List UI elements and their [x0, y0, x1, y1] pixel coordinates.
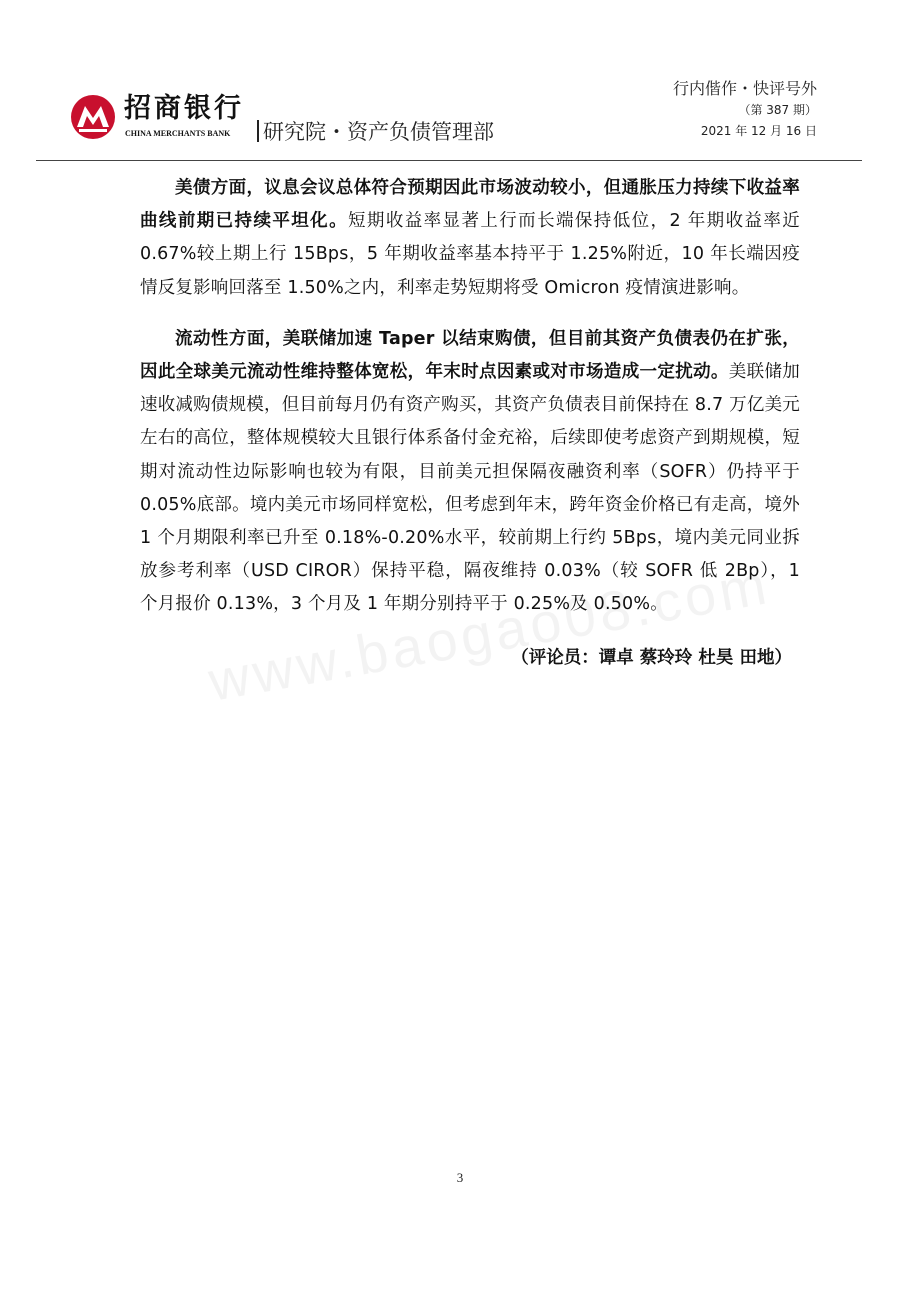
paragraph-text: 美联储加速收减购债规模，但目前每月仍有资产购买，其资产负债表目前保持在 8.7 万亿美元左右的高位，整体规模较大且银行体系备付金充裕，后续即使考虑资产到期规模，短期对流动性边际影响也较为有限，目前美元担保隔夜融资利率（SOFR）仍持平于 0.05%底部。境内美元市场同样宽松，但考虑到年末，跨年资金价格已有走高，境外 1 个月期限利率已升至 0.18%-0.20%水平，较前期上行约 5Bps，境内美元同业拆放参考利率（USD CIROR）保持平稳，隔夜维持 0.03%（较 SOFR 低 2Bp），1 个月报价 0.13%，3 个月及 1 年期分别持平于 0.25%及 0.50%。	[140, 362, 800, 615]
report-body	[140, 172, 800, 675]
commentator-signature: （评论员：谭卓 蔡玲玲 杜昊 田地）	[511, 647, 792, 668]
paragraph-lead: 流动性方面，美联储加速 Taper 以结束购债，但目前其资产负债表仍在扩张，因此全球美元流动性维持整体宽松，年末时点因素或对市场造成一定扰动。	[140, 328, 800, 383]
divider-bar	[257, 120, 259, 142]
page-number: 3	[456, 1170, 464, 1185]
department-label	[257, 116, 494, 146]
paragraph-text: 短期收益率显著上行而长端保持低位，2 年期收益率近 0.67%较上期上行 15Bps，5 年期收益率基本持平于 1.25%附近，10 年长端因疫情反复影响回落至 1.50%之内，利率走势短期将受 Omicron 疫情演进影响。	[140, 211, 800, 298]
report-date: 2021 年 12 月 16 日	[700, 124, 817, 138]
page-header	[0, 0, 920, 162]
logo-chinese-name: 招商银行	[124, 93, 244, 124]
paragraph-liquidity	[140, 323, 800, 622]
report-meta	[673, 78, 817, 142]
logo-english-name: CHINA MERCHANTS BANK	[125, 129, 231, 138]
paragraph-treasuries	[140, 172, 800, 305]
paragraph-lead: 美债方面，议息会议总体符合预期因此市场波动较小，但通胀压力持续下收益率曲线前期已持续平坦化。	[140, 178, 800, 232]
cmb-logo-icon	[70, 94, 116, 140]
issue-number: （第 387 期）	[738, 103, 817, 117]
report-title: 行内偕作・快评号外	[672, 79, 817, 98]
header-rule	[36, 160, 862, 161]
department-text: 研究院・资产负债管理部	[263, 120, 494, 144]
